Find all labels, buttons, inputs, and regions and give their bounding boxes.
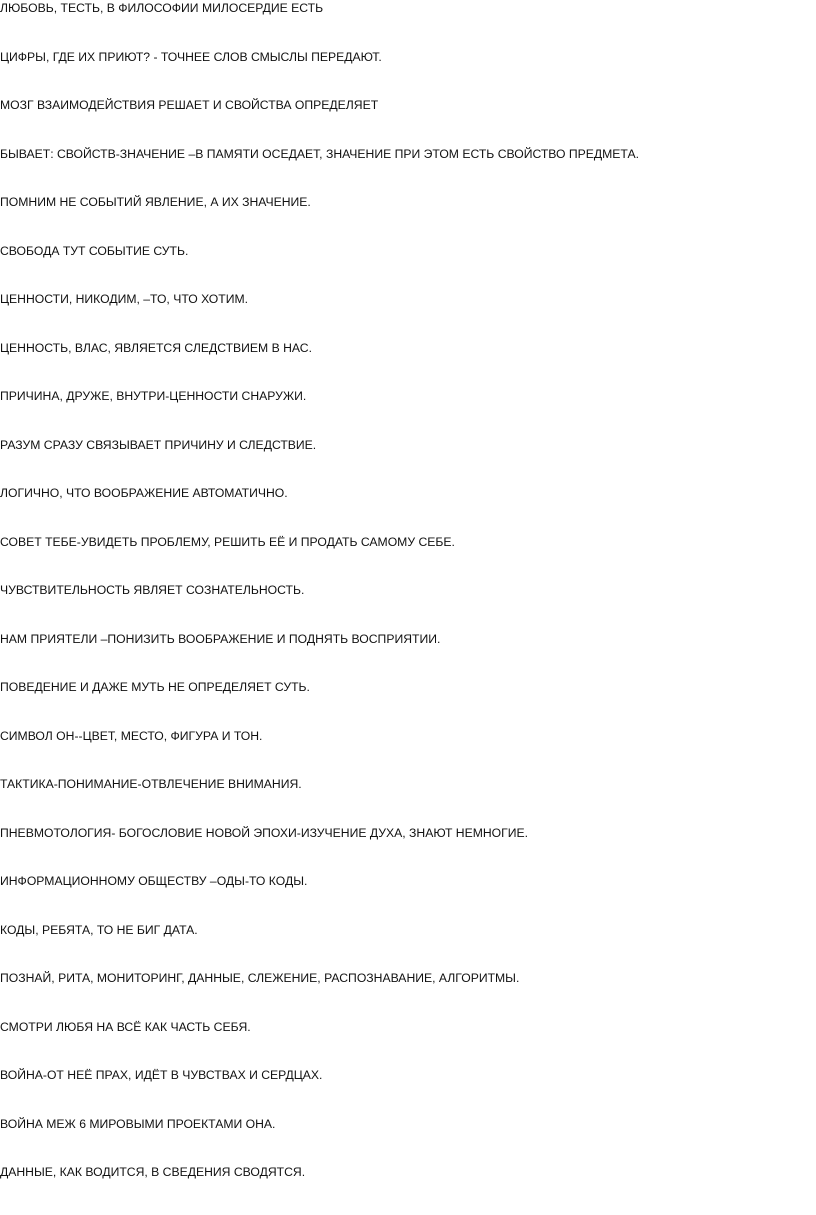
document-line: ПНЕВМОТОЛОГИЯ- БОГОСЛОВИЕ НОВОЙ ЭПОХИ-ИЗУЧЕНИЕ ДУХА, ЗНАЮТ НЕМНОГИЕ. xyxy=(0,826,529,840)
document-line: ТАКТИКА-ПОНИМАНИЕ-ОТВЛЕЧЕНИЕ ВНИМАНИЯ. xyxy=(0,777,302,791)
document-line: ЛОГИЧНО, ЧТО ВООБРАЖЕНИЕ АВТОМАТИЧНО. xyxy=(0,486,288,500)
document-line: КОДЫ, РЕБЯТА, ТО НЕ БИГ ДАТА. xyxy=(0,923,198,937)
document-line: ПРИЧИНА, ДРУЖЕ, ВНУТРИ-ЦЕННОСТИ СНАРУЖИ. xyxy=(0,389,307,403)
document-line: ЧУВСТВИТЕЛЬНОСТЬ ЯВЛЯЕТ СОЗНАТЕЛЬНОСТЬ. xyxy=(0,583,305,597)
document-line: НАМ ПРИЯТЕЛИ –ПОНИЗИТЬ ВООБРАЖЕНИЕ И ПОДНЯТЬ ВОСПРИЯТИИ. xyxy=(0,632,441,646)
document-line: СИМВОЛ ОН--ЦВЕТ, МЕСТО, ФИГУРА И ТОН. xyxy=(0,729,263,743)
document-line: СМОТРИ ЛЮБЯ НА ВСЁ КАК ЧАСТЬ СЕБЯ. xyxy=(0,1020,251,1034)
document-line: ЦИФРЫ, ГДЕ ИХ ПРИЮТ? - ТОЧНЕЕ СЛОВ СМЫСЛЫ ПЕРЕДАЮТ. xyxy=(0,50,382,64)
document-line: СВОБОДА ТУТ СОБЫТИЕ СУТЬ. xyxy=(0,244,189,258)
document-line: ЛЮБОВЬ, ТЕСТЬ, В ФИЛОСОФИИ МИЛОСЕРДИЕ ЕСТЬ xyxy=(0,1,324,15)
document-line: ЦЕННОСТЬ, ВЛАС, ЯВЛЯЕТСЯ СЛЕДСТВИЕМ В НАС. xyxy=(0,341,312,355)
document-line: РАЗУМ СРАЗУ СВЯЗЫВАЕТ ПРИЧИНУ И СЛЕДСТВИЕ. xyxy=(0,438,317,452)
document-line: ПОВЕДЕНИЕ И ДАЖЕ МУТЬ НЕ ОПРЕДЕЛЯЕТ СУТЬ. xyxy=(0,680,310,694)
document-line: ИНФОРМАЦИОННОМУ ОБЩЕСТВУ –ОДЫ-ТО КОДЫ. xyxy=(0,874,308,888)
document-line: ДАННЫЕ, КАК ВОДИТСЯ, В СВЕДЕНИЯ СВОДЯТСЯ. xyxy=(0,1165,306,1179)
document-line: ВОЙНА-ОТ НЕЁ ПРАХ, ИДЁТ В ЧУВСТВАХ И СЕРДЦАХ. xyxy=(0,1068,323,1082)
document-line: ВОЙНА МЕЖ 6 МИРОВЫМИ ПРОЕКТАМИ ОНА. xyxy=(0,1117,276,1131)
document-line: ПОМНИМ НЕ СОБЫТИЙ ЯВЛЕНИЕ, А ИХ ЗНАЧЕНИЕ. xyxy=(0,195,311,209)
document-line: МОЗГ ВЗАИМОДЕЙСТВИЯ РЕШАЕТ И СВОЙСТВА ОПРЕДЕЛЯЕТ xyxy=(0,98,379,112)
document-line: ПОЗНАЙ, РИТА, МОНИТОРИНГ, ДАННЫЕ, СЛЕЖЕНИЕ, РАСПОЗНАВАНИЕ, АЛГОРИТМЫ. xyxy=(0,971,520,985)
document-line: ЦЕННОСТИ, НИКОДИМ, –ТО, ЧТО ХОТИМ. xyxy=(0,292,249,306)
document-line: БЫВАЕТ: СВОЙСТВ-ЗНАЧЕНИЕ –В ПАМЯТИ ОСЕДАЕТ, ЗНАЧЕНИЕ ПРИ ЭТОМ ЕСТЬ СВОЙСТВО ПРЕДМЕТА. xyxy=(0,147,639,161)
document-line: СОВЕТ ТЕБЕ-УВИДЕТЬ ПРОБЛЕМУ, РЕШИТЬ ЕЁ И ПРОДАТЬ САМОМУ СЕБЕ. xyxy=(0,535,455,549)
